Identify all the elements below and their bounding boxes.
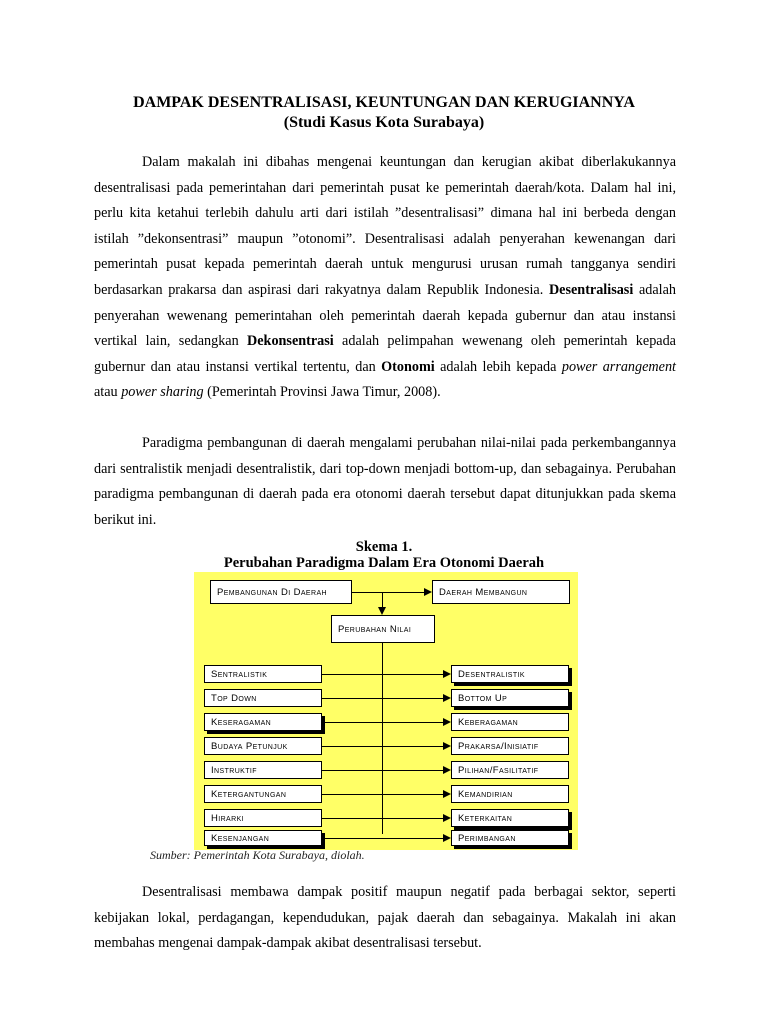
- row-arrow-5: [322, 770, 443, 771]
- term-power-arrangement: power arrangement: [561, 358, 676, 375]
- row-arrow-3: [322, 722, 443, 723]
- box-right-2: Bottom Up: [451, 689, 569, 707]
- connector-line: [382, 592, 383, 607]
- arrowhead: [443, 742, 451, 750]
- box-right-8: Perimbangan: [451, 830, 569, 846]
- paragraph-closing: Desentralisasi membawa dampak positif maupun negatif pada berbagai sektor, seperti kebijakan lokal, perdagangan, kependudukan, pajak daerah dan sebagainya. Makalah ini akan membahas mengenai dampak-dampak akibat desentralisasi tersebut.: [94, 884, 676, 952]
- box-left-2: Top Down: [204, 689, 322, 707]
- paragraph-text: adalah lebih kepada: [434, 358, 562, 375]
- box-right-7: Keterkaitan: [451, 809, 569, 827]
- box-right-4: Prakarsa/Inisiatif: [451, 737, 569, 755]
- box-perubahan-nilai: Perubahan Nilai: [331, 615, 435, 643]
- box-left-4: Budaya Petunjuk: [204, 737, 322, 755]
- row-arrow-6: [322, 794, 443, 795]
- box-right-5: Pilihan/Fasilitatif: [451, 761, 569, 779]
- row-arrow-1: [322, 674, 443, 675]
- center-line: [382, 643, 383, 834]
- box-left-6: Ketergantungan: [204, 785, 322, 803]
- arrowhead-down: [378, 607, 386, 615]
- term-desentralisasi: Desentralisasi: [548, 281, 634, 298]
- box-pembangunan-di-daerah: Pembangunan Di Daerah: [210, 580, 352, 604]
- document-title: DAMPAK DESENTRALISASI, KEUNTUNGAN DAN KERUGIANNYA: [133, 94, 635, 111]
- arrowhead: [443, 834, 451, 842]
- box-left-1: Sentralistik: [204, 665, 322, 683]
- box-right-6: Kemandirian: [451, 785, 569, 803]
- box-right-3: Keberagaman: [451, 713, 569, 731]
- paragraph-intro: [94, 150, 676, 406]
- arrowhead: [443, 766, 451, 774]
- figure-caption: Perubahan Paradigma Dalam Era Otonomi Daerah: [223, 555, 545, 571]
- arrow-line: [352, 592, 424, 593]
- paragraph-text: atau: [94, 384, 122, 401]
- schema-diagram: [194, 572, 578, 850]
- term-otonomi: Otonomi: [381, 358, 435, 375]
- arrowhead: [443, 790, 451, 798]
- box-left-5: Instruktif: [204, 761, 322, 779]
- arrowhead: [443, 694, 451, 702]
- box-left-7: Hirarki: [204, 809, 322, 827]
- box-left-3: Keseragaman: [204, 713, 322, 731]
- figure-source: Sumber: Pemerintah Kota Surabaya, diolah.: [150, 848, 365, 862]
- paragraph-text: Dalam makalah ini dibahas mengenai keuntungan dan kerugian akibat diberlakukannya desentralisasi pada pemerintahan dari pemerintah pusat ke pemerintah daerah/kota. Dalam hal ini, perlu kita ketahui terlebih dahulu arti dari istilah ”desentralisasi” dimana hal ini berbeda dengan istilah ”dekonsentrasi” maupun ”otonomi”. Desentralisasi adalah penyerahan kewenangan dari pemerintah pusat kepada pemerintah daerah untuk mengurusi urusan rumah tangganya sendiri berdasarkan prakarsa dan aspirasi dari rakyatnya dalam Republik Indonesia.: [94, 154, 676, 298]
- box-left-8: Kesenjangan: [204, 830, 322, 846]
- paragraph-text: adalah pelimpahan wewenang oleh pemerintah kepada gubernur dan atau instansi vertikal tertentu, dan: [94, 333, 676, 375]
- box-daerah-membangun: Daerah Membangun: [432, 580, 570, 604]
- paragraph-paradigm: Paradigma pembangunan di daerah mengalami perubahan nilai-nilai pada perkembangannya dari sentralistik menjadi desentralistik, dari top-down menjadi bottom-up, dan sebagainya. Perubahan paradigma pembangunan di daerah pada era otonomi daerah tersebut dapat ditunjukkan pada skema berikut ini.: [94, 435, 676, 528]
- row-arrow-7: [322, 818, 443, 819]
- term-dekonsentrasi: Dekonsentrasi: [247, 333, 334, 350]
- arrowhead: [424, 588, 432, 596]
- row-arrow-8: [322, 838, 443, 839]
- box-right-1: Desentralistik: [451, 665, 569, 683]
- row-arrow-4: [322, 746, 443, 747]
- paragraph-text: adalah penyerahan wewenang pemerintahan oleh pemerintah daerah kepada gubernur dan atau instansi vertikal lain, sedangkan: [94, 281, 676, 350]
- arrowhead: [443, 718, 451, 726]
- term-power-sharing: power sharing: [121, 384, 204, 401]
- figure-label: Skema 1.: [355, 539, 413, 555]
- row-arrow-2: [322, 698, 443, 699]
- arrowhead: [443, 670, 451, 678]
- arrowhead: [443, 814, 451, 822]
- paragraph-text: (Pemerintah Provinsi Jawa Timur, 2008).: [203, 384, 441, 401]
- document-subtitle: (Studi Kasus Kota Surabaya): [283, 114, 485, 131]
